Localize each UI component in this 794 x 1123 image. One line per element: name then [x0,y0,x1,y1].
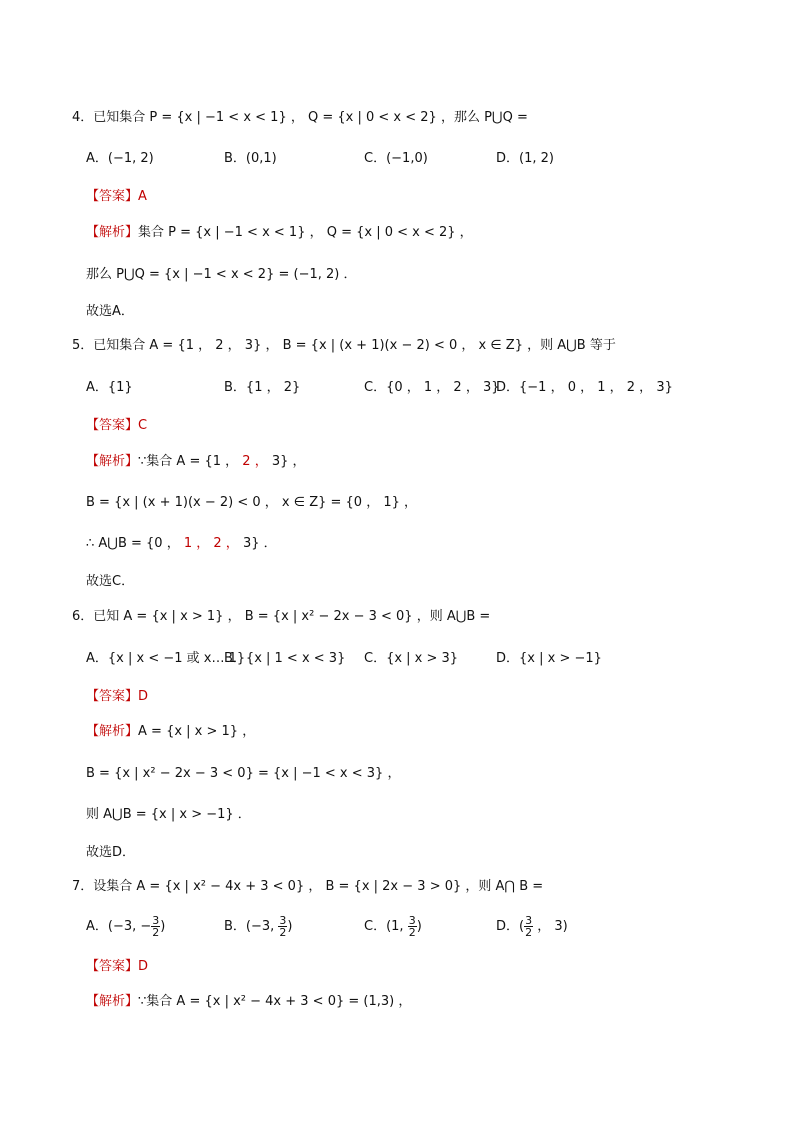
question-7-stem: 7．设集合 A = {x | x² − 4x + 3 < 0} ， B = {x | 2x − 3 > 0} ，则 A⋂ B = [72,879,544,894]
q7-analysis-line-1 [86,990,411,1009]
q6-analysis-line-1 [86,720,255,739]
denominator: 2 [152,926,160,939]
analysis-text-red: 1 ， 2 ， [179,536,243,551]
q6-analysis-line-3: 则 A⋃B = {x | x > −1} ． [86,807,251,822]
q7-answer [86,955,148,974]
q7-option-d [496,915,568,938]
question-6-stem: 6．已知 A = {x | x > 1} ， B = {x | x² − 2x − 3 < 0} ，则 A⋃B = [72,609,491,624]
q7-option-d-pre: D．( [496,919,525,934]
question-5-stem: 5．已知集合 A = {1 ， 2 ， 3} ， B = {x | (x + 1)(x − 2) < 0 ， x ∈ Z} ，则 A⋃B 等于 [72,338,616,353]
q7-option-b-post: ) [287,919,293,934]
numerator: 3 [525,914,533,927]
q4-option-d: D．(1, 2) [496,151,554,166]
answer-tag: 【答案】 [86,689,139,704]
numerator: 3 [408,914,416,927]
q6-conclusion: 故选D． [86,845,136,860]
q4-option-a: A．(−1, 2) [86,151,154,166]
denominator: 2 [525,926,533,939]
analysis-text: A = {x | x > 1} ， [138,724,256,739]
analysis-text-b: 3} ． [242,536,277,551]
fraction [524,915,533,938]
q6-analysis-line-2: B = {x | x² − 2x − 3 < 0} = {x | −1 < x < 3} ， [86,766,401,781]
question-7-options [86,910,754,942]
answer-tag: 【答案】 [86,959,139,974]
answer-tag: 【答案】 [86,418,139,433]
analysis-text-a: ∵集合 A = {1 ， [138,454,239,469]
q6-option-a: A．{x | x < −1 或 x… 1} [86,651,246,666]
q7-option-b [224,915,293,938]
answer-value: C [138,418,148,433]
q4-option-b: B．(0,1) [224,151,277,166]
analysis-tag: 【解析】 [86,724,139,739]
question-4-stem: 4．已知集合 P = {x | −1 < x < 1} ， Q = {x | 0 < x < 2} ，那么 P⋃Q = [72,110,528,125]
q5-option-c: C．{0 ， 1 ， 2 ， 3} [364,380,500,395]
q5-option-a: A．{1} [86,380,133,395]
numerator: 3 [279,914,287,927]
analysis-tag: 【解析】 [86,225,139,240]
q7-option-d-post: ， 3) [533,919,568,934]
analysis-text-a: ∴ A⋃B = {0 ， [86,536,180,551]
q5-answer [86,414,147,433]
q4-analysis-line-2: 那么 P⋃Q = {x | −1 < x < 2} = (−1, 2) ． [86,267,357,282]
answer-tag: 【答案】 [86,189,139,204]
q6-option-d: D．{x | x > −1} [496,651,602,666]
q6-answer [86,685,148,704]
answer-value: D [138,689,149,704]
analysis-tag: 【解析】 [86,454,139,469]
q6-option-c: C．{x | x > 3} [364,651,459,666]
answer-value: D [138,959,149,974]
q5-conclusion: 故选C． [86,574,135,589]
q5-option-b: B．{1 ， 2} [224,380,301,395]
analysis-text: 集合 P = {x | −1 < x < 1} ， Q = {x | 0 < x < 2} ， [138,225,473,240]
q7-option-b-pre: B．(−3, [224,919,279,934]
q7-option-a-post: ) [160,919,166,934]
q7-option-a-pre: A．(−3, − [86,919,152,934]
q7-option-c-post: ) [416,919,422,934]
q7-option-c-pre: C．(1, [364,919,408,934]
question-4-options [86,147,754,169]
analysis-text-b: 3} ， [271,454,306,469]
denominator: 2 [408,926,416,939]
q4-analysis-line-1 [86,221,473,240]
denominator: 2 [279,926,287,939]
q4-answer [86,185,147,204]
fraction [151,915,160,938]
numerator: 3 [152,914,160,927]
fraction [408,915,417,938]
q7-option-a [86,915,165,938]
analysis-tag: 【解析】 [86,994,139,1009]
q5-option-d: D．{−1 ， 0 ， 1 ， 2 ， 3} [496,380,673,395]
answer-value: A [138,189,147,204]
q6-option-b: B．{x | 1 < x < 3} [224,651,346,666]
analysis-text-red: 2 ， [238,454,272,469]
question-5-options [86,376,754,398]
q5-analysis-line-3 [86,532,277,551]
q4-option-c: C．(−1,0) [364,151,428,166]
q4-conclusion: 故选A． [86,304,134,319]
question-6-options [86,647,754,669]
q5-analysis-line-2: B = {x | (x + 1)(x − 2) < 0 ， x ∈ Z} = {0 ， 1} ， [86,495,418,510]
analysis-text: ∵集合 A = {x | x² − 4x + 3 < 0} = (1,3) ， [138,994,412,1009]
q7-option-c [364,915,422,938]
q5-analysis-line-1 [86,450,306,469]
